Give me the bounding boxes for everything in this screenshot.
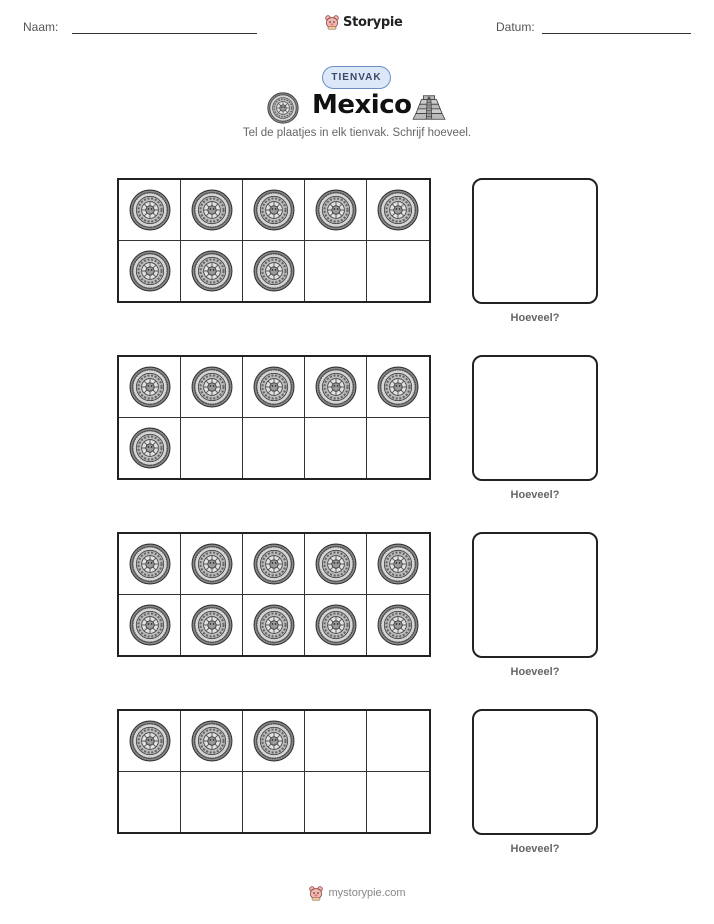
aztec-calendar-coin-icon <box>315 604 357 646</box>
brand-logo <box>324 14 403 30</box>
aztec-calendar-coin-icon <box>253 604 295 646</box>
ten-frame-cell <box>305 711 367 772</box>
pyramid-icon <box>410 92 448 122</box>
date-field-line[interactable] <box>542 33 691 34</box>
ten-frame-cell <box>367 772 429 833</box>
answer-box-4[interactable] <box>472 709 598 835</box>
name-field-line[interactable] <box>72 33 257 34</box>
ten-frame-cell <box>181 711 243 772</box>
ten-frame-cell <box>305 772 367 833</box>
aztec-calendar-coin-icon <box>129 366 171 408</box>
name-label: Naam: <box>23 20 59 34</box>
aztec-calendar-coin-icon <box>377 604 419 646</box>
ten-frame-cell <box>367 595 429 656</box>
page-title: Mexico <box>312 90 412 120</box>
ten-frame-cell <box>305 595 367 656</box>
ten-frame-cell <box>181 772 243 833</box>
aztec-calendar-coin-icon <box>315 543 357 585</box>
ten-frame-cell <box>181 534 243 595</box>
aztec-calendar-coin-icon <box>253 189 295 231</box>
aztec-calendar-coin-icon <box>191 543 233 585</box>
aztec-calendar-coin-icon <box>129 427 171 469</box>
aztec-calendar-coin-icon <box>253 720 295 762</box>
ten-frame-cell <box>119 418 181 479</box>
ten-frame-cell <box>119 357 181 418</box>
ten-frame-cell <box>367 418 429 479</box>
footer-url[interactable]: mystorypie.com <box>328 887 406 899</box>
ten-frame-cell <box>119 711 181 772</box>
ten-frame-1 <box>117 178 431 303</box>
ten-frame-cell <box>243 595 305 656</box>
aztec-calendar-coin-icon <box>315 366 357 408</box>
ten-frame-cell <box>181 180 243 241</box>
instructions: Tel de plaatjes in elk tienvak. Schrijf hoeveel. <box>242 127 472 139</box>
answer-label-4: Hoeveel? <box>510 843 560 855</box>
brand-name: Storypie <box>343 14 403 30</box>
ten-frame-cell <box>305 534 367 595</box>
aztec-calendar-coin-icon <box>129 189 171 231</box>
footer <box>0 885 714 901</box>
ten-frame-2 <box>117 355 431 480</box>
title-row <box>0 90 714 126</box>
aztec-calendar-coin-icon <box>129 604 171 646</box>
ten-frame-3 <box>117 532 431 657</box>
ten-frame-cell <box>119 534 181 595</box>
date-label: Datum: <box>496 20 535 34</box>
aztec-calendar-coin-icon <box>267 92 299 124</box>
ten-frame-cell <box>181 357 243 418</box>
ten-frame-cell <box>367 357 429 418</box>
aztec-calendar-coin-icon <box>253 366 295 408</box>
ten-frame-cell <box>181 241 243 302</box>
ten-frame-cell <box>243 534 305 595</box>
ten-frame-cell <box>119 595 181 656</box>
aztec-calendar-coin-icon <box>191 604 233 646</box>
answer-label-1: Hoeveel? <box>510 312 560 324</box>
answer-box-3[interactable] <box>472 532 598 658</box>
aztec-calendar-coin-icon <box>191 250 233 292</box>
ten-frame-cell <box>305 180 367 241</box>
ten-frame-cell <box>367 180 429 241</box>
ten-frame-cell <box>243 772 305 833</box>
ten-frame-cell <box>305 357 367 418</box>
aztec-calendar-coin-icon <box>253 250 295 292</box>
answer-label-2: Hoeveel? <box>510 489 560 501</box>
ten-frame-cell <box>243 711 305 772</box>
ten-frame-cell <box>243 418 305 479</box>
aztec-calendar-coin-icon <box>191 366 233 408</box>
ten-frame-cell <box>305 418 367 479</box>
storypie-mascot-icon <box>324 14 340 30</box>
ten-frame-cell <box>119 241 181 302</box>
ten-frame-cell <box>367 241 429 302</box>
ten-frame-cell <box>305 241 367 302</box>
aztec-calendar-coin-icon <box>377 189 419 231</box>
worksheet-type-badge: TIENVAK <box>322 66 391 89</box>
ten-frame-cell <box>367 711 429 772</box>
ten-frame-cell <box>367 534 429 595</box>
aztec-calendar-coin-icon <box>191 189 233 231</box>
aztec-calendar-coin-icon <box>377 543 419 585</box>
ten-frame-cell <box>119 772 181 833</box>
ten-frame-cell <box>119 180 181 241</box>
ten-frame-cell <box>243 357 305 418</box>
ten-frame-cell <box>243 180 305 241</box>
aztec-calendar-coin-icon <box>129 720 171 762</box>
aztec-calendar-coin-icon <box>253 543 295 585</box>
aztec-calendar-coin-icon <box>377 366 419 408</box>
aztec-calendar-coin-icon <box>191 720 233 762</box>
ten-frame-cell <box>181 418 243 479</box>
storypie-mascot-icon <box>308 885 324 901</box>
aztec-calendar-coin-icon <box>315 189 357 231</box>
aztec-calendar-coin-icon <box>129 543 171 585</box>
answer-box-2[interactable] <box>472 355 598 481</box>
ten-frame-cell <box>243 241 305 302</box>
ten-frame-cell <box>181 595 243 656</box>
aztec-calendar-coin-icon <box>129 250 171 292</box>
ten-frame-4 <box>117 709 431 834</box>
answer-box-1[interactable] <box>472 178 598 304</box>
answer-label-3: Hoeveel? <box>510 666 560 678</box>
